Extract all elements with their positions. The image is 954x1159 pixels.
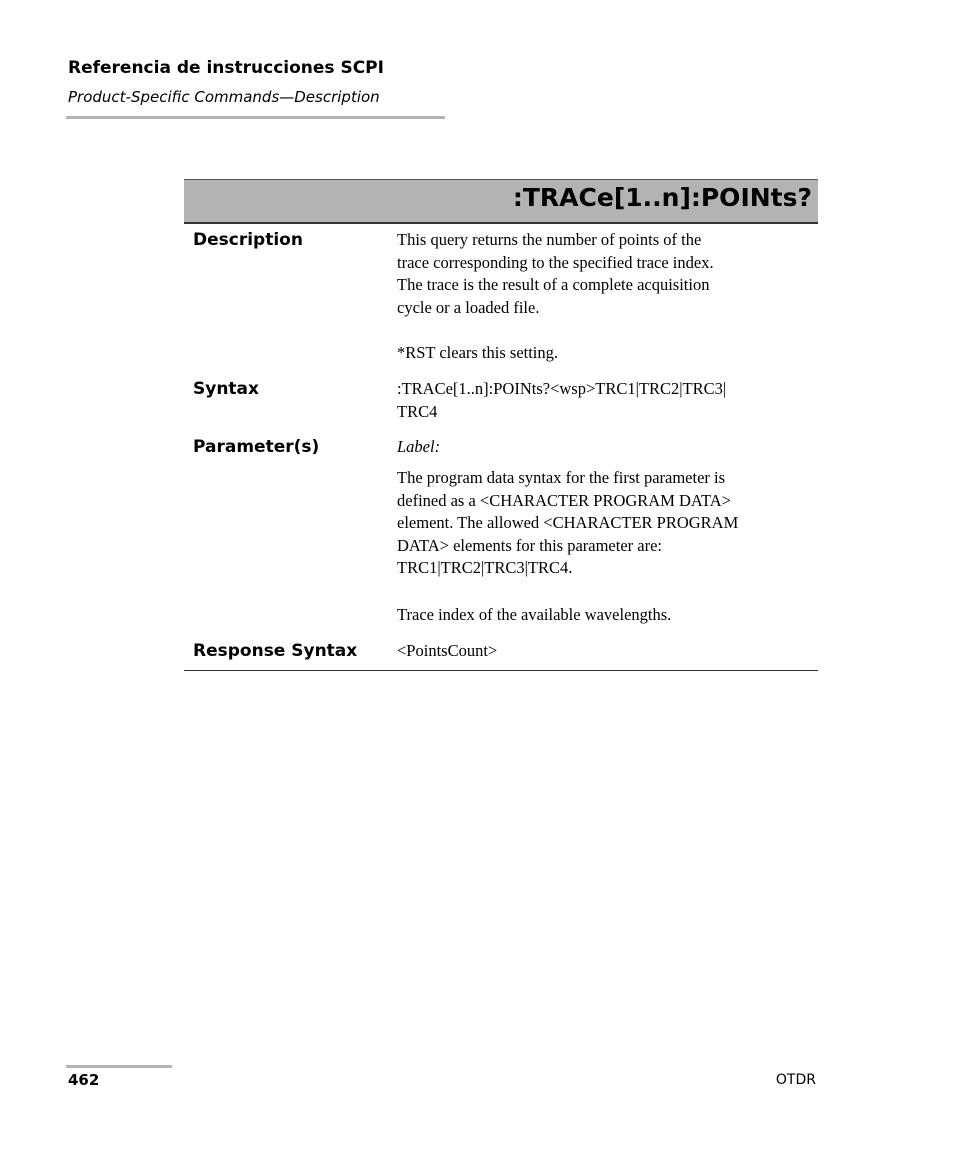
- footer-divider: [66, 1065, 172, 1068]
- parameters-line: TRC1|TRC2|TRC3|TRC4.: [397, 558, 573, 578]
- parameters-line: defined as a <CHARACTER PROGRAM DATA>: [397, 490, 731, 510]
- parameters-label: Parameter(s): [193, 437, 320, 457]
- description-line: trace corresponding to the specified trace index.: [397, 252, 714, 272]
- command-title: :TRACe[1..n]:POINts?: [512, 183, 812, 212]
- description-label: Description: [193, 230, 303, 250]
- page-number: 462: [68, 1071, 100, 1089]
- command-title-bar: [184, 179, 818, 224]
- syntax-label: Syntax: [193, 379, 259, 399]
- product-name: OTDR: [775, 1072, 816, 1088]
- parameters-line: The program data syntax for the first parameter is: [397, 468, 726, 487]
- header-divider: [66, 116, 445, 119]
- syntax-line: :TRACe[1..n]:POINts?<wsp>TRC1|TRC2|TRC3|: [397, 379, 727, 398]
- description-note: *RST clears this setting.: [397, 343, 559, 362]
- parameter-name: Label:: [397, 437, 441, 456]
- parameters-text: [397, 467, 817, 580]
- description-line: The trace is the result of a complete acquisition: [397, 275, 710, 295]
- running-header-subtitle: Product-Specific Commands—Description: [68, 88, 380, 106]
- running-header-title: Referencia de instrucciones SCPI: [68, 58, 384, 78]
- response-syntax-label: Response Syntax: [193, 641, 358, 661]
- description-line: This query returns the number of points of the: [397, 230, 702, 249]
- parameters-line: DATA> elements for this parameter are:: [397, 535, 663, 555]
- parameters-note: Trace index of the available wavelengths.: [397, 605, 672, 624]
- response-syntax-value: <PointsCount>: [397, 641, 498, 660]
- syntax-line: TRC4: [397, 401, 438, 421]
- description-text: [397, 229, 817, 319]
- description-line: cycle or a loaded file.: [397, 297, 540, 317]
- parameters-line: element. The allowed <CHARACTER PROGRAM: [397, 513, 739, 533]
- table-bottom-rule: [184, 670, 818, 671]
- syntax-text: [397, 378, 817, 423]
